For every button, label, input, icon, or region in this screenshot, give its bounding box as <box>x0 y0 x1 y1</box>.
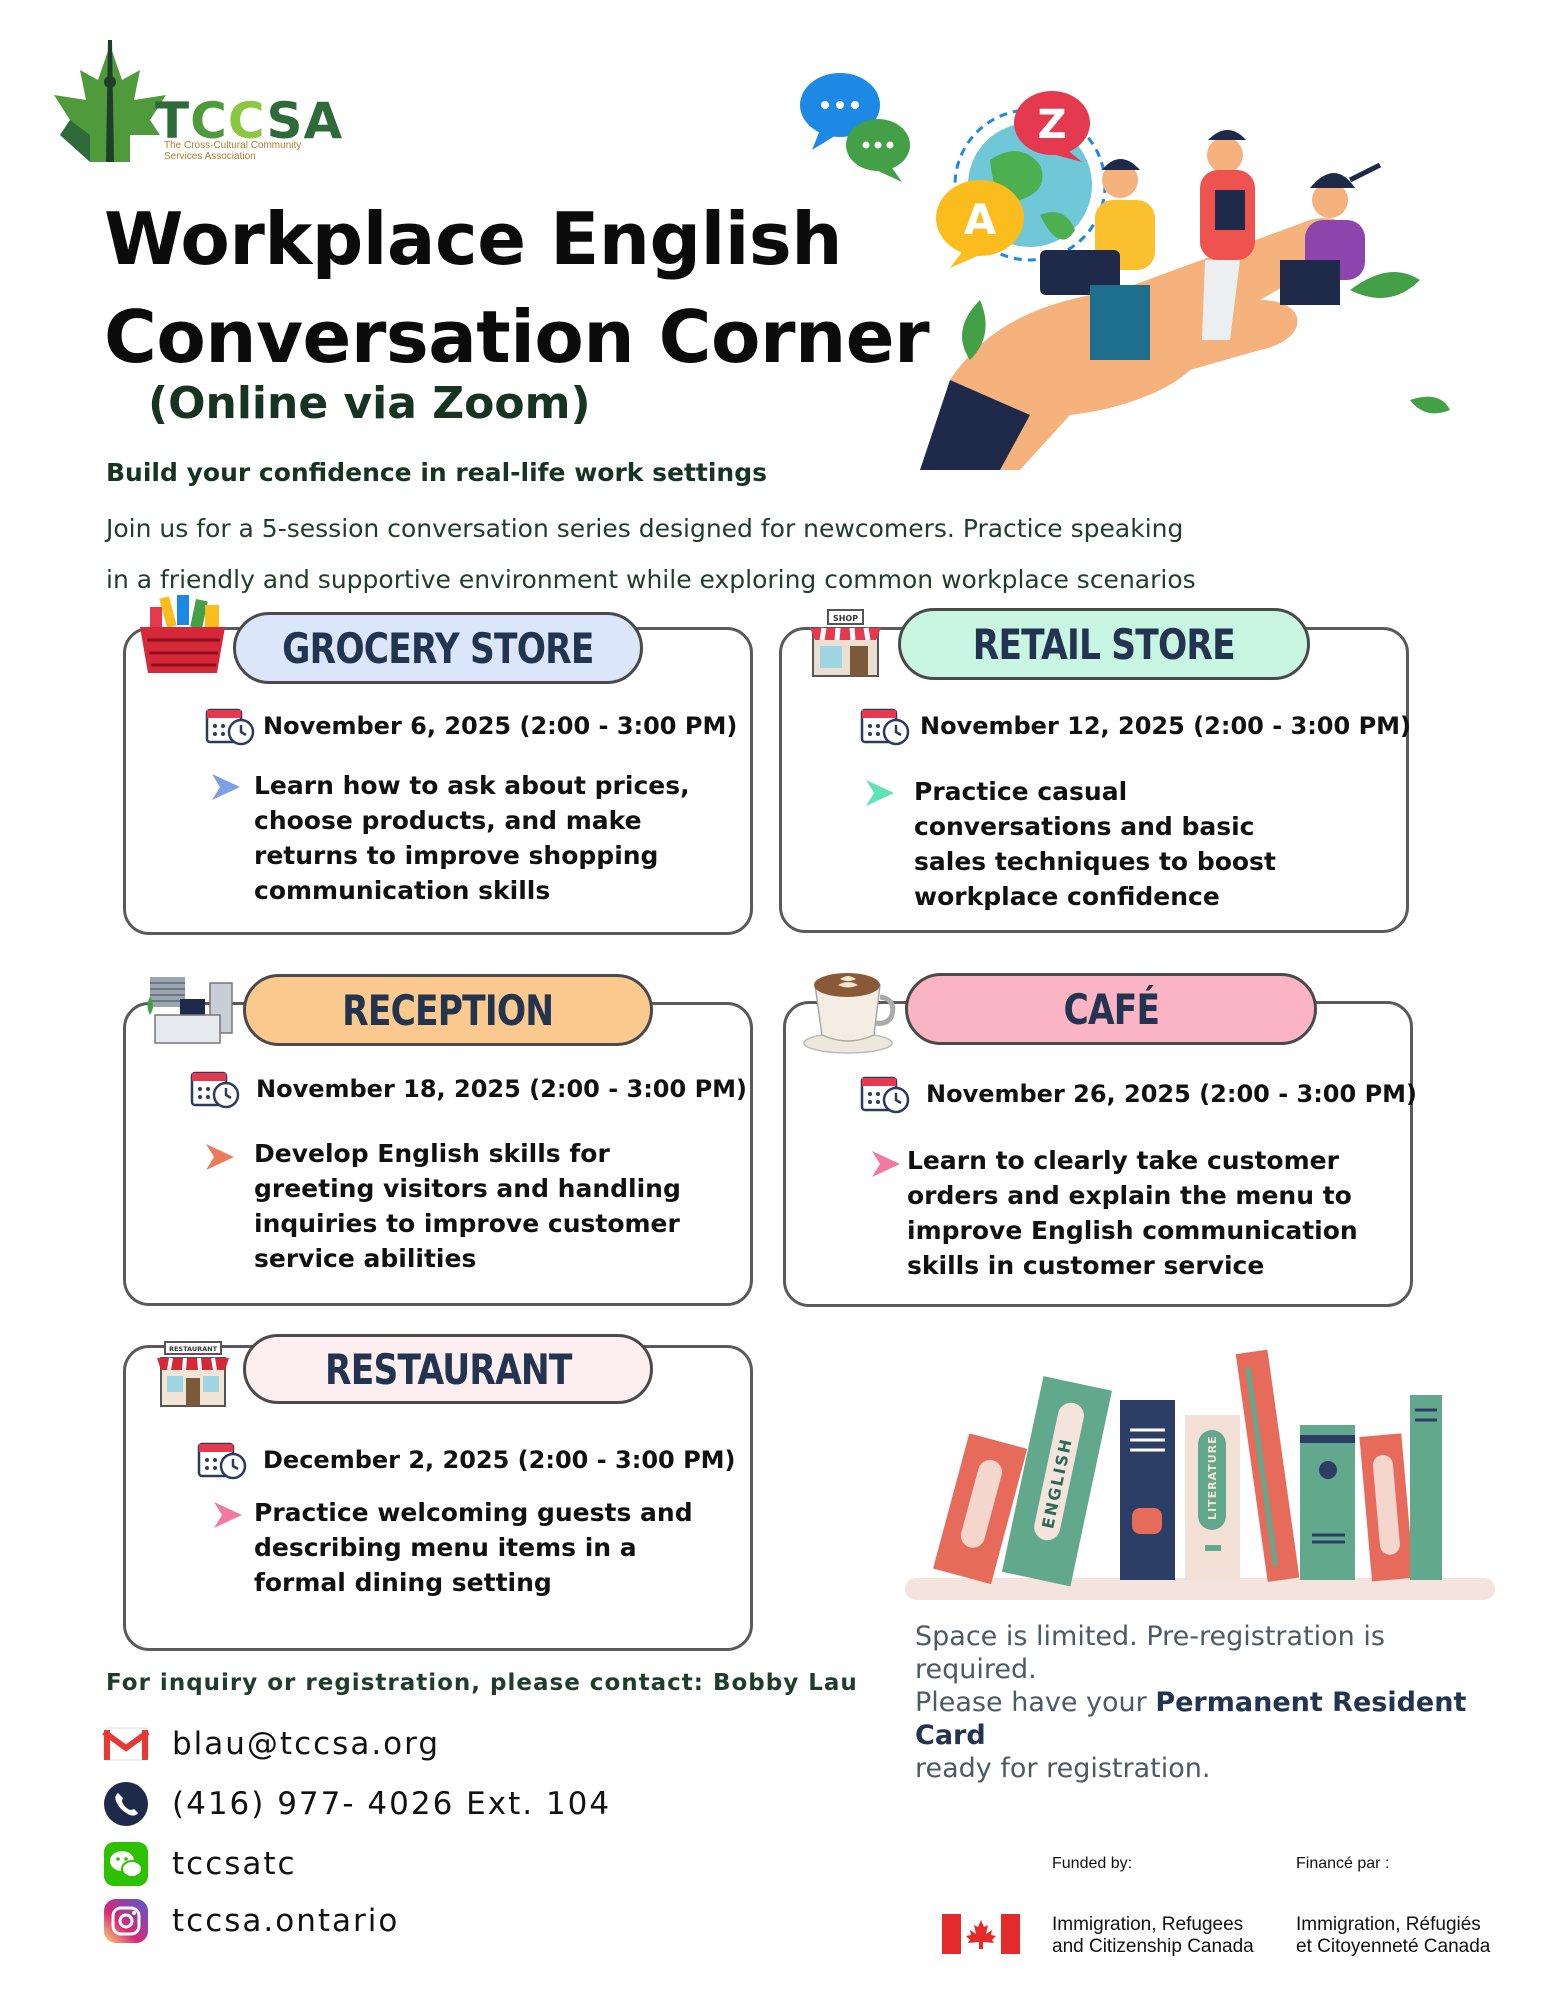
session-title-pill-cafe <box>905 973 1317 1045</box>
people-on-hand-illustration <box>790 70 1480 470</box>
books-shelf-illustration <box>900 1350 1500 1610</box>
session-title-restaurant: RESTAURANT <box>324 1344 572 1394</box>
page-subtitle: (Online via Zoom) <box>148 378 591 429</box>
arrow-bullet-icon <box>204 1142 238 1172</box>
ircc-name-french: Immigration, Réfugiés et Citoyenneté Canada <box>1296 1914 1491 1957</box>
calendar-clock-icon <box>197 1440 247 1480</box>
session-title-pill-restaurant <box>243 1334 653 1404</box>
contact-instagram[interactable]: tccsa.ontario <box>172 1903 400 1939</box>
restaurant-building-icon <box>153 1340 233 1408</box>
contact-email-row[interactable] <box>102 1720 440 1768</box>
session-description-retail: Practice casual conversations and basic sales techniques to boost workplace confidence <box>914 777 1276 911</box>
contact-instagram-row[interactable] <box>102 1897 399 1945</box>
session-title-reception: RECEPTION <box>342 985 554 1035</box>
arrow-bullet-icon <box>210 772 244 802</box>
funded-by-label: Funded by: <box>1052 1855 1133 1872</box>
maple-leaf-cn-tower-icon <box>50 40 170 170</box>
permanent-resident-card-note: Permanent Resident Card <box>915 1687 1467 1751</box>
session-description-cafe: Learn to clearly take customer orders and explain the menu to improve English communication skills in customer service <box>907 1146 1358 1280</box>
svg-text:RESTAURANT: RESTAURANT <box>168 1345 218 1353</box>
finance-par-label: Financé par : <box>1296 1855 1390 1872</box>
svg-text:LITERATURE: LITERATURE <box>1206 1435 1219 1520</box>
instagram-icon <box>102 1897 150 1945</box>
tagline: Build your confidence in real-life work settings <box>106 458 767 487</box>
contact-heading: For inquiry or registration, please contact: Bobby Lau <box>106 1670 858 1696</box>
page-title: Workplace English Conversation Corner <box>104 197 930 379</box>
calendar-clock-icon <box>860 1074 910 1114</box>
session-title-pill-reception <box>243 974 653 1046</box>
session-title-pill-retail <box>898 608 1310 680</box>
registration-notice: Space is limited. Pre-registration is required. Please have your Permanent Resident Card ready for registration. <box>915 1621 1467 1784</box>
svg-text:ENGLISH: ENGLISH <box>1038 1435 1077 1531</box>
reception-desk-icon <box>140 975 235 1045</box>
session-title-cafe: CAFÉ <box>1063 984 1159 1034</box>
contact-email[interactable]: blau@tccsa.org <box>172 1726 441 1762</box>
letter-a-bubble-icon <box>936 180 1024 268</box>
contact-wechat-row[interactable] <box>102 1840 297 1888</box>
session-description-grocery: Learn how to ask about prices, choose products, and make returns to improve shopping communication skills <box>254 771 690 905</box>
calendar-clock-icon <box>205 706 255 746</box>
contact-phone-row[interactable] <box>102 1780 611 1828</box>
phone-icon <box>102 1780 150 1828</box>
arrow-bullet-icon <box>864 778 898 808</box>
arrow-bullet-icon <box>870 1149 904 1179</box>
session-title-retail: RETAIL STORE <box>972 619 1236 669</box>
canada-flag-icon <box>942 1914 1020 1954</box>
wechat-icon <box>102 1840 150 1888</box>
svg-text:Z: Z <box>1037 102 1067 148</box>
intro-paragraph: Join us for a 5-session conversation series designed for newcomers. Practice speaking in a friendly and supportive environment while exploring common workplace scenarios <box>106 514 1196 594</box>
session-date-grocery: November 6, 2025 (2:00 - 3:00 PM) <box>263 712 738 740</box>
session-date-restaurant: December 2, 2025 (2:00 - 3:00 PM) <box>263 1446 736 1474</box>
session-date-retail: November 12, 2025 (2:00 - 3:00 PM) <box>920 712 1412 740</box>
session-title-pill-grocery <box>233 612 643 684</box>
coffee-cup-icon <box>800 955 900 1055</box>
gmail-icon <box>102 1720 150 1768</box>
contact-phone[interactable]: (416) 977- 4026 Ext. 104 <box>172 1786 612 1822</box>
logo-wordmark: TCCSA <box>155 92 344 150</box>
shop-building-icon <box>808 608 883 678</box>
arrow-bullet-icon <box>212 1500 246 1530</box>
svg-text:SHOP: SHOP <box>832 614 859 623</box>
session-description-reception: Develop English skills for greeting visitors and handling inquiries to improve customer service abilities <box>254 1139 681 1273</box>
session-title-grocery: GROCERY STORE <box>282 623 594 673</box>
session-description-restaurant: Practice welcoming guests and describing menu items in a formal dining setting <box>254 1498 693 1597</box>
session-date-cafe: November 26, 2025 (2:00 - 3:00 PM) <box>926 1080 1418 1108</box>
grocery-basket-icon <box>135 595 230 685</box>
chat-bubble-green-icon <box>846 119 910 182</box>
svg-text:A: A <box>963 195 997 244</box>
logo-subtitle: The Cross-Cultural Community Services Association <box>164 140 302 162</box>
session-date-reception: November 18, 2025 (2:00 - 3:00 PM) <box>256 1075 748 1103</box>
contact-wechat[interactable]: tccsatc <box>172 1846 297 1882</box>
calendar-clock-icon <box>860 706 910 746</box>
ircc-name-english: Immigration, Refugees and Citizenship Canada <box>1052 1914 1254 1957</box>
calendar-clock-icon <box>190 1069 240 1109</box>
